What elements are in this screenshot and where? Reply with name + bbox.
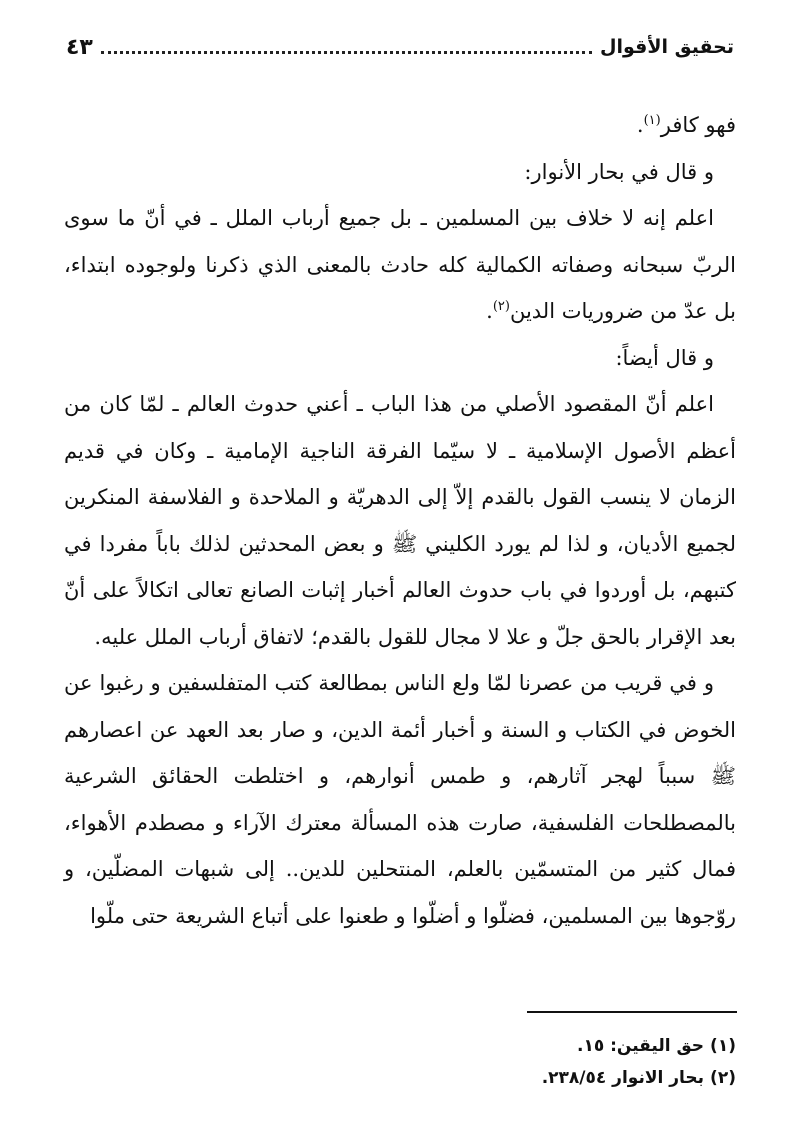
running-title: تحقيق الأقوال — [599, 36, 734, 58]
dotted-leader — [101, 41, 592, 54]
paragraph-3 — [64, 195, 736, 335]
footnote-1-number: (١) — [710, 1036, 736, 1056]
paragraph-1-end: . — [636, 113, 644, 137]
paragraph-3-text: اعلم إنه لا خلاف بين المسلمين ـ بل جميع أرباب الملل ـ في أنّ ما سوى الربّ سبحانه وصفاته الكمالية كله حادث بالمعنى الذي ذكرنا ولوجوده ابتداء، بل عدّ من ضروريات الدين — [64, 206, 736, 323]
paragraph-1-text: فهو كافر — [660, 113, 736, 137]
paragraph-1 — [64, 102, 736, 149]
footnote-1-text: حق اليقين: ١٥. — [576, 1036, 705, 1056]
footnote-1 — [100, 1030, 736, 1062]
paragraph-3-end: . — [486, 299, 493, 323]
paragraph-4: و قال أيضاً: — [615, 345, 714, 370]
running-header — [66, 30, 734, 64]
footnote-ref-2: (٢) — [492, 299, 510, 314]
paragraph-5: اعلم أنّ المقصود الأصلي من هذا الباب ـ أعني حدوث العالم ـ لمّا كان من أعظم الأصول الإسلامية ـ لا سيّما الفرقة الناجية الإمامية ـ وكان في قديم الزمان لا ينسب القول بالقدم إلاّ إلى الدهريّة و الملاحدة و الفلاسفة المنكرين لجميع الأديان، و لذا لم يورد الكليني ﷺ و بعض المحدثين لذلك باباً مفردا في كتبهم، بل أوردوا في باب حدوث العالم أخبار إثبات الصانع تعالى اتكالاً على أنّ بعد الإقرار بالحق جلّ و علا لا مجال للقول بالقدم؛ لاتفاق أرباب الملل عليه. — [64, 392, 736, 649]
footnotes — [100, 1030, 736, 1094]
footnote-2 — [100, 1062, 736, 1094]
footnote-separator — [527, 1011, 737, 1013]
main-text — [64, 102, 736, 939]
page-number: ٤٣ — [66, 34, 93, 60]
footnote-2-text: بحار الانوار ٢٣٨/٥٤. — [541, 1068, 705, 1088]
paragraph-6: و في قريب من عصرنا لمّا ولع الناس بمطالعة كتب المتفلسفين و رغبوا عن الخوض في الكتاب و السنة و أخبار أئمة الدين، و صار بعد العهد عن اعصارهم ﷺ سبباً لهجر آثارهم، و طمس أنوارهم، و اختلطت الحقائق الشرعية بالمصطلحات الفلسفية، صارت هذه المسألة معترك الآراء و مصطدم الأهواء، فمال كثير من المتسمّين بالعلم، المنتحلين للدين.. إلى شبهات المضلّين، و روّجوها بين المسلمين، فضلّوا و أضلّوا و طعنوا على أتباع الشريعة حتى ملّوا — [64, 671, 736, 928]
footnote-2-number: (٢) — [710, 1068, 736, 1088]
paragraph-2: و قال في بحار الأنوار: — [524, 159, 714, 184]
footnote-ref-1: (١) — [643, 113, 661, 128]
